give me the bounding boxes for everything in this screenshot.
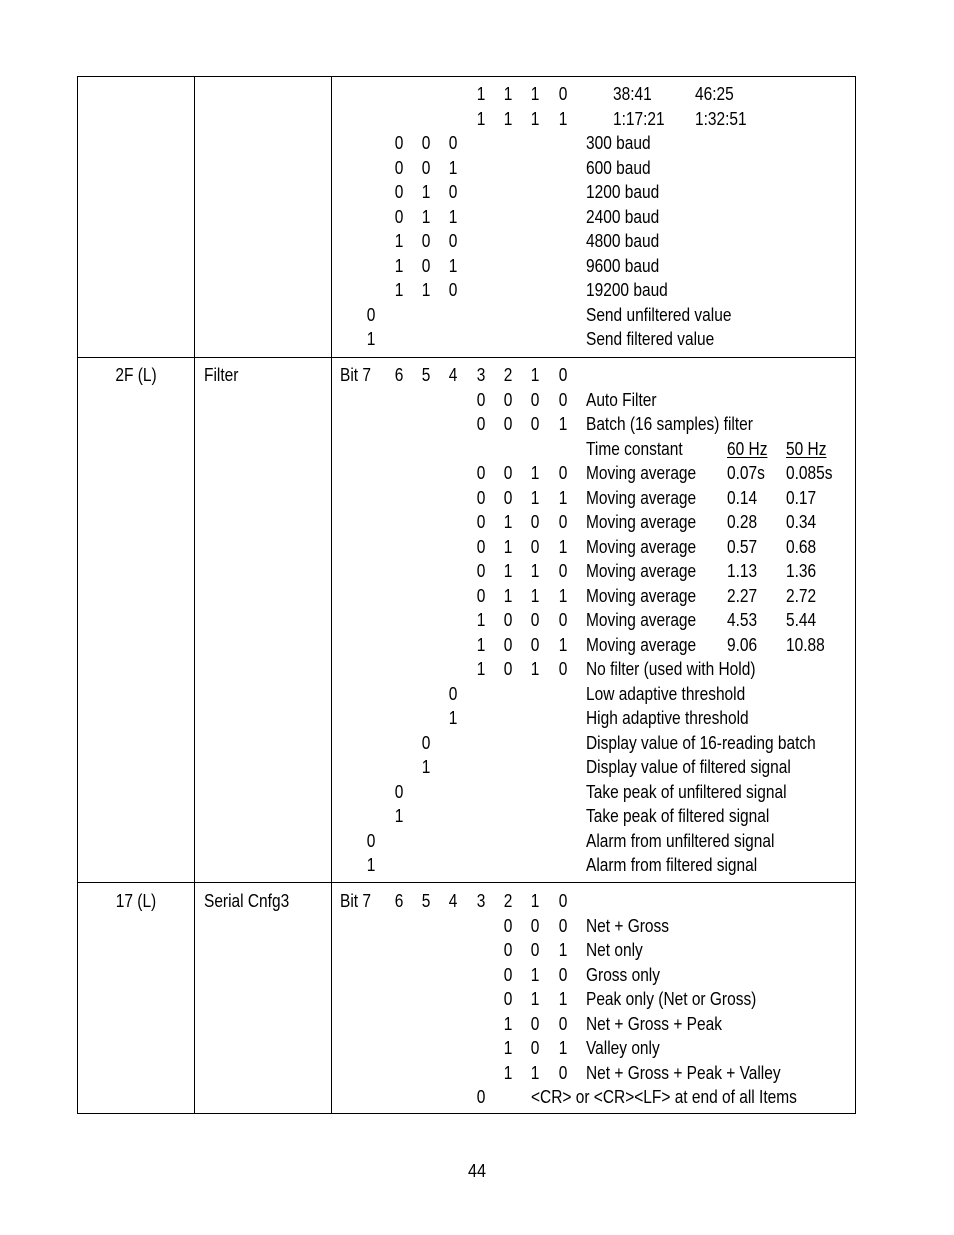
page-number: 44 bbox=[467, 1161, 487, 1181]
bit-value: 1 bbox=[394, 255, 404, 276]
bit-description: Take peak of unfiltered signal bbox=[586, 781, 787, 802]
bit-value: 0 bbox=[530, 512, 540, 532]
timing-value: 10.88 bbox=[786, 634, 825, 655]
bit-value: 1 bbox=[394, 806, 404, 826]
bit-value: 1 bbox=[394, 280, 404, 300]
bit-value: 0 bbox=[366, 304, 376, 325]
bit-value: 1 bbox=[366, 329, 376, 349]
bit-value: 1 bbox=[503, 1038, 513, 1058]
bit-description: <CR> or <CR><LF> at end of all Items bbox=[531, 1087, 797, 1107]
bit-value: 1 bbox=[558, 585, 568, 606]
bit-description: Moving average bbox=[586, 561, 697, 581]
bit-value: 0 bbox=[476, 463, 486, 483]
bit-value: 0 bbox=[448, 133, 458, 153]
bit-value: 1 bbox=[530, 964, 540, 985]
bit-value: 1 bbox=[558, 414, 568, 434]
timing-value: 0.28 bbox=[727, 512, 758, 532]
bit-header-label: 5 bbox=[421, 891, 431, 911]
bit-description: Moving average bbox=[586, 634, 697, 655]
bit-value: 0 bbox=[421, 255, 431, 276]
column-divider-name bbox=[331, 76, 332, 1114]
bit-value: 1 bbox=[503, 108, 513, 129]
bit-header-label: Bit 7 bbox=[340, 365, 371, 385]
bit-value: 1 bbox=[503, 1062, 513, 1083]
timing-value: 1:17:21 bbox=[613, 108, 665, 129]
bit-value: 1 bbox=[448, 157, 458, 178]
register-name: Serial Cnfg3 bbox=[204, 891, 290, 911]
bit-description: Moving average bbox=[586, 463, 697, 483]
timing-value: 1.36 bbox=[786, 561, 817, 581]
timing-value: 9.06 bbox=[727, 634, 758, 655]
bit-description: Display value of filtered signal bbox=[586, 757, 791, 777]
bit-description: High adaptive threshold bbox=[586, 708, 749, 728]
bit-value: 0 bbox=[558, 512, 568, 532]
bit-value: 0 bbox=[421, 231, 431, 251]
bit-header-label: 6 bbox=[394, 365, 404, 385]
bit-description: Moving average bbox=[586, 610, 697, 630]
bit-description: Net + Gross + Peak bbox=[586, 1013, 722, 1034]
bit-value: 1 bbox=[503, 512, 513, 532]
bit-value: 0 bbox=[558, 84, 568, 104]
bit-value: 1 bbox=[476, 610, 486, 630]
bit-description: Peak only (Net or Gross) bbox=[586, 989, 757, 1009]
bit-value: 1 bbox=[448, 206, 458, 227]
bit-value: 0 bbox=[394, 182, 404, 202]
bit-value: 1 bbox=[503, 585, 513, 606]
bit-description: Low adaptive threshold bbox=[586, 683, 746, 704]
bit-value: 1 bbox=[558, 108, 568, 129]
bit-value: 0 bbox=[530, 414, 540, 434]
bit-value: 1 bbox=[530, 659, 540, 679]
bit-value: 0 bbox=[503, 989, 513, 1009]
bit-description: Take peak of filtered signal bbox=[586, 806, 770, 826]
bit-description: Gross only bbox=[586, 964, 660, 985]
bit-header-label: 4 bbox=[448, 891, 458, 911]
bit-description: Send unfiltered value bbox=[586, 304, 732, 325]
bit-value: 0 bbox=[476, 389, 486, 410]
bit-description: 1200 baud bbox=[586, 182, 660, 202]
bit-value: 0 bbox=[530, 915, 540, 936]
bit-value: 0 bbox=[558, 659, 568, 679]
bit-header-label: 3 bbox=[476, 365, 486, 385]
bit-value: 1 bbox=[448, 255, 458, 276]
bit-value: 1 bbox=[530, 108, 540, 129]
bit-value: 0 bbox=[558, 389, 568, 410]
bit-value: 0 bbox=[448, 683, 458, 704]
bit-value: 1 bbox=[530, 463, 540, 483]
bit-value: 0 bbox=[503, 940, 513, 960]
bit-value: 0 bbox=[558, 610, 568, 630]
bit-value: 0 bbox=[476, 414, 486, 434]
bit-value: 0 bbox=[503, 610, 513, 630]
bit-value: 1 bbox=[558, 1038, 568, 1058]
bit-value: 0 bbox=[448, 231, 458, 251]
timing-value: 2.27 bbox=[727, 585, 758, 606]
bit-value: 0 bbox=[503, 964, 513, 985]
bit-value: 0 bbox=[503, 659, 513, 679]
bit-value: 0 bbox=[558, 463, 568, 483]
timing-value: 38:41 bbox=[613, 84, 652, 104]
bit-value: 0 bbox=[503, 915, 513, 936]
bit-value: 0 bbox=[530, 389, 540, 410]
bit-description: Net + Gross bbox=[586, 915, 670, 936]
timing-value: 2.72 bbox=[786, 585, 817, 606]
bit-value: 0 bbox=[558, 964, 568, 985]
timing-value: 0.085s bbox=[786, 463, 833, 483]
timing-value: 46:25 bbox=[695, 84, 734, 104]
bit-description: Moving average bbox=[586, 585, 697, 606]
bit-description: Send filtered value bbox=[586, 329, 715, 349]
bit-description: 600 baud bbox=[586, 157, 651, 178]
bit-value: 1 bbox=[476, 84, 486, 104]
bit-header-label: 0 bbox=[558, 891, 568, 911]
bit-value: 0 bbox=[503, 389, 513, 410]
bit-value: 0 bbox=[366, 830, 376, 851]
bit-description: Alarm from filtered signal bbox=[586, 855, 758, 875]
bit-header-label: 6 bbox=[394, 891, 404, 911]
bit-value: 1 bbox=[530, 989, 540, 1009]
bit-description: Batch (16 samples) filter bbox=[586, 414, 753, 434]
bit-header-label: 2 bbox=[503, 891, 513, 911]
bit-value: 0 bbox=[558, 1062, 568, 1083]
bit-value: 0 bbox=[476, 585, 486, 606]
bit-description: Moving average bbox=[586, 487, 697, 508]
bit-value: 0 bbox=[530, 610, 540, 630]
bit-value: 1 bbox=[366, 855, 376, 875]
column-divider-address bbox=[194, 76, 195, 1114]
bit-description: Moving average bbox=[586, 536, 697, 557]
timing-value: 50 Hz bbox=[786, 438, 827, 459]
timing-value: 0.34 bbox=[786, 512, 817, 532]
timing-value: 0.14 bbox=[727, 487, 758, 508]
bit-description: Valley only bbox=[586, 1038, 660, 1058]
bit-value: 1 bbox=[558, 940, 568, 960]
timing-value: 1.13 bbox=[727, 561, 758, 581]
bit-value: 0 bbox=[503, 634, 513, 655]
bit-value: 0 bbox=[530, 940, 540, 960]
bit-value: 1 bbox=[421, 206, 431, 227]
timing-value: 0.07s bbox=[727, 463, 765, 483]
bit-value: 1 bbox=[530, 487, 540, 508]
bit-header-label: 3 bbox=[476, 891, 486, 911]
bit-description: 300 baud bbox=[586, 133, 651, 153]
bit-value: 0 bbox=[476, 561, 486, 581]
timing-value: 60 Hz bbox=[727, 438, 768, 459]
bit-description: Net + Gross + Peak + Valley bbox=[586, 1062, 781, 1083]
bit-value: 0 bbox=[476, 512, 486, 532]
register-name: Filter bbox=[204, 365, 239, 385]
bit-value: 1 bbox=[530, 1062, 540, 1083]
bit-value: 0 bbox=[394, 133, 404, 153]
bit-header-label: 2 bbox=[503, 365, 513, 385]
bit-value: 0 bbox=[421, 157, 431, 178]
bit-value: 0 bbox=[530, 1038, 540, 1058]
bit-description: Auto Filter bbox=[586, 389, 657, 410]
bit-header-label: 0 bbox=[558, 365, 568, 385]
register-address: 17 (L) bbox=[115, 891, 157, 911]
bit-value: 0 bbox=[448, 182, 458, 202]
bit-value: 0 bbox=[530, 1013, 540, 1034]
bit-value: 0 bbox=[503, 414, 513, 434]
bit-value: 0 bbox=[448, 280, 458, 300]
bit-description: Alarm from unfiltered signal bbox=[586, 830, 775, 851]
bit-description: Moving average bbox=[586, 512, 697, 532]
bit-description: Time constant bbox=[586, 438, 683, 459]
bit-value: 0 bbox=[476, 536, 486, 557]
timing-value: 1:32:51 bbox=[695, 108, 747, 129]
timing-value: 0.17 bbox=[786, 487, 817, 508]
bit-description: 19200 baud bbox=[586, 280, 668, 300]
bit-value: 0 bbox=[558, 915, 568, 936]
bit-value: 0 bbox=[530, 536, 540, 557]
bit-value: 1 bbox=[503, 561, 513, 581]
bit-description: Net only bbox=[586, 940, 643, 960]
bit-value: 0 bbox=[558, 1013, 568, 1034]
bit-value: 1 bbox=[558, 487, 568, 508]
bit-value: 1 bbox=[503, 536, 513, 557]
row-divider-filter bbox=[77, 357, 856, 358]
bit-value: 0 bbox=[394, 206, 404, 227]
bit-description: Display value of 16-reading batch bbox=[586, 732, 816, 753]
bit-value: 1 bbox=[394, 231, 404, 251]
bit-header-label: Bit 7 bbox=[340, 891, 371, 911]
bit-value: 1 bbox=[558, 989, 568, 1009]
timing-value: 4.53 bbox=[727, 610, 758, 630]
timing-value: 5.44 bbox=[786, 610, 817, 630]
bit-description: 9600 baud bbox=[586, 255, 660, 276]
bit-value: 1 bbox=[421, 757, 431, 777]
bit-header-label: 4 bbox=[448, 365, 458, 385]
bit-value: 1 bbox=[503, 1013, 513, 1034]
bit-value: 0 bbox=[476, 487, 486, 508]
bit-value: 0 bbox=[503, 463, 513, 483]
timing-value: 0.57 bbox=[727, 536, 758, 557]
register-address: 2F (L) bbox=[115, 365, 157, 385]
bit-value: 0 bbox=[476, 1087, 486, 1107]
bit-value: 1 bbox=[530, 84, 540, 104]
bit-value: 0 bbox=[558, 561, 568, 581]
timing-value: 0.68 bbox=[786, 536, 817, 557]
bit-header-label: 1 bbox=[530, 891, 540, 911]
bit-value: 1 bbox=[476, 634, 486, 655]
bit-value: 1 bbox=[558, 536, 568, 557]
bit-value: 1 bbox=[476, 659, 486, 679]
bit-value: 1 bbox=[530, 585, 540, 606]
bit-value: 1 bbox=[421, 182, 431, 202]
bit-description: 4800 baud bbox=[586, 231, 660, 251]
bit-header-label: 5 bbox=[421, 365, 431, 385]
bit-description: 2400 baud bbox=[586, 206, 660, 227]
bit-value: 0 bbox=[530, 634, 540, 655]
bit-value: 1 bbox=[558, 634, 568, 655]
row-divider-serial-cnfg3 bbox=[77, 882, 856, 883]
bit-value: 1 bbox=[476, 108, 486, 129]
bit-value: 1 bbox=[421, 280, 431, 300]
bit-value: 0 bbox=[394, 781, 404, 802]
bit-value: 1 bbox=[530, 561, 540, 581]
bit-value: 1 bbox=[448, 708, 458, 728]
bit-value: 0 bbox=[503, 487, 513, 508]
bit-value: 1 bbox=[503, 84, 513, 104]
bit-header-label: 1 bbox=[530, 365, 540, 385]
bit-value: 0 bbox=[421, 732, 431, 753]
bit-value: 0 bbox=[394, 157, 404, 178]
bit-value: 0 bbox=[421, 133, 431, 153]
bit-description: No filter (used with Hold) bbox=[586, 659, 756, 679]
